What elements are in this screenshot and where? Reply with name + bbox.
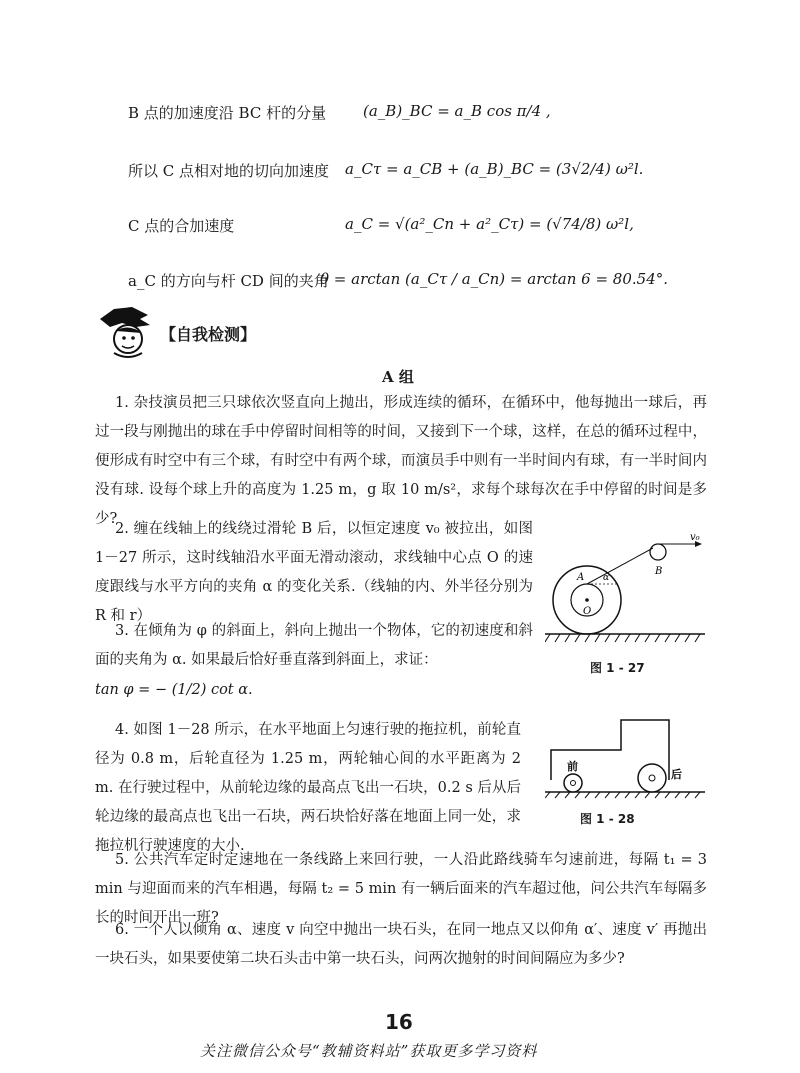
problem-2: 2. 缠在线轴上的线绕过滑轮 B 后，以恒定速度 v₀ 被拉出，如图 1－27 所示，这时线轴沿水平面无滑动滚动，求线轴中心点 O 的速度跟线与水平方向的夹角 α 的变化关系.（线轴的内、外半径分别为 R 和 r） — [95, 521, 533, 624]
mascot-icon — [92, 305, 158, 363]
formula-label: C 点的合加速度 — [128, 217, 235, 235]
problem-6: 6. 一个人以倾角 α、速度 v 向空中抛出一块石头，在同一地点又以仰角 α′、速度 v′ 再抛出一块石头，如果要使第二块石头击中第一块石头，问两次抛射的时间间隔应为多少? — [95, 922, 707, 967]
page-number: 16 — [385, 1010, 413, 1034]
formula-label: B 点的加速度沿 BC 杆的分量 — [128, 104, 327, 122]
problem-4: 4. 如图 1－28 所示，在水平地面上匀速行驶的拖拉机，前轮直径为 0.8 m，后轮直径为 1.25 m，两轮轴心间的水平距离为 2 m. 在行驶过程中，从前轮边缘的最高点飞出一石块，0.2 s 后从后轮边缘的最高点也飞出一石块，两石块恰好落在地面上同一处，求拖拉机行驶速度的大小. — [95, 722, 521, 854]
formula-label: a_C 的方向与杆 CD 间的夹角 — [128, 272, 329, 290]
formula-expr: (a_B)_BC = a_B cos π/4 , — [363, 102, 551, 120]
formula-expr: a_Cτ = a_CB + (a_B)_BC = (3√2/4) ω²l. — [345, 160, 644, 178]
formula-label: 所以 C 点相对地的切向加速度 — [128, 162, 330, 180]
front-wheel — [564, 774, 582, 792]
problem-3: 3. 在倾角为 φ 的斜面上，斜向上抛出一个物体，它的初速度和斜面的夹角为 α. 如果最后恰好垂直落到斜面上，求证： — [95, 623, 533, 668]
svg-text:O: O — [583, 606, 592, 617]
svg-text:后: 后 — [671, 768, 682, 781]
svg-text:A: A — [577, 572, 585, 583]
svg-text:α: α — [603, 573, 610, 583]
rear-wheel — [638, 764, 666, 792]
section-title: 【自我检测】 — [160, 325, 257, 344]
pulley-b — [650, 544, 666, 560]
svg-text:B: B — [655, 566, 663, 577]
figure-1-27 — [545, 530, 705, 645]
svg-text:v₀: v₀ — [690, 532, 700, 543]
footer-note: 关注微信公众号“教辅资料站”获取更多学习资料 — [200, 1042, 538, 1060]
problem-5: 5. 公共汽车定时定速地在一条线路上来回行驶，一人沿此路线骑车匀速前进，每隔 t₁ = 3 min 与迎面而来的汽车相遇，每隔 t₂ = 5 min 有一辆后面来的汽车超过他，问公共汽车每隔多长的时间开出一班? — [95, 852, 707, 926]
figure-1-28-caption: 图 1 - 28 — [580, 812, 635, 826]
svg-text:前: 前 — [567, 760, 578, 773]
problem-3-equation: tan φ = − (1/2) cot α. — [95, 682, 253, 698]
formula-expr: θ = arctan (a_Cτ / a_Cn) = arctan 6 = 80.54°. — [320, 270, 669, 288]
group-heading: A 组 — [382, 368, 414, 386]
problem-1: 1. 杂技演员把三只球依次竖直向上抛出，形成连续的循环，在循环中，他每抛出一球后，再过一段与刚抛出的球在手中停留时间相等的时间，又接到下一个球，这样，在总的循环过程中，便形成有时空中有三个球，有时空中有两个球，而演员手中则有一半时间内有球，有一半时间内没有球. 设每个球上升的高度为 1.25 m，g 取 10 m/s²，求每个球每次在手中停留的时间是多少? — [95, 395, 707, 527]
figure-1-28 — [545, 712, 705, 802]
formula-expr: a_C = √(a²_Cn + a²_Cτ) = (√74/8) ω²l, — [345, 215, 634, 233]
figure-1-27-caption: 图 1 - 27 — [590, 661, 645, 675]
